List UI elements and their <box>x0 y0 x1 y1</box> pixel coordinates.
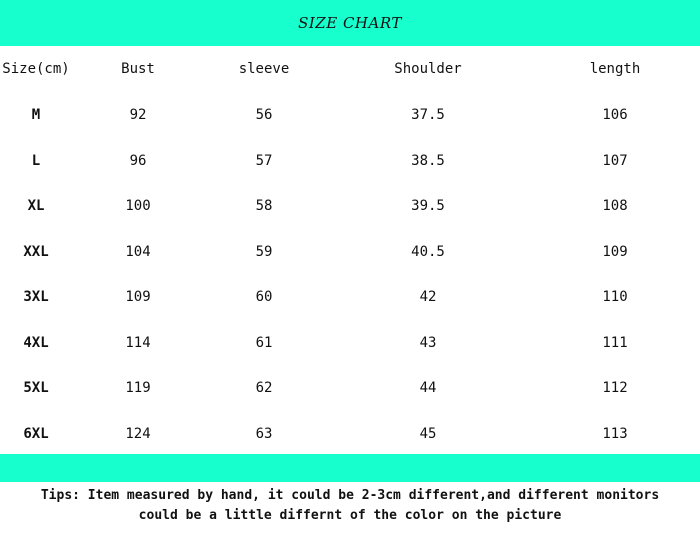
bust-cell: 124 <box>125 425 151 442</box>
length-cell: 106 <box>602 106 628 123</box>
table-row <box>0 183 700 228</box>
tips-note <box>0 486 700 526</box>
sleeve-cell: 56 <box>255 106 273 123</box>
table-row <box>0 411 700 456</box>
column-header-shoulder: Shoulder <box>394 60 462 77</box>
tips-line-1: Tips: Item measured by hand, it could be 2-3cm different,and different monitors <box>40 488 660 503</box>
table-row <box>0 320 700 365</box>
bust-cell: 92 <box>129 106 147 123</box>
table-row <box>0 138 700 183</box>
length-cell: 113 <box>602 425 628 442</box>
size-cell: 5XL <box>23 379 49 396</box>
size-cell: M <box>31 106 41 123</box>
title-banner <box>0 0 700 46</box>
sleeve-cell: 57 <box>255 152 273 169</box>
table-row <box>0 365 700 410</box>
size-cell: 3XL <box>23 288 49 305</box>
shoulder-cell: 42 <box>419 288 437 305</box>
shoulder-cell: 45 <box>419 425 437 442</box>
bust-cell: 104 <box>125 243 151 260</box>
table-header-row <box>0 46 700 91</box>
column-header-bust: Bust <box>121 60 155 77</box>
size-cell: 6XL <box>23 425 49 442</box>
length-cell: 112 <box>602 379 628 396</box>
size-cell: 4XL <box>23 334 49 351</box>
shoulder-cell: 37.5 <box>411 106 445 123</box>
column-header-length: length <box>589 60 641 77</box>
bust-cell: 114 <box>125 334 151 351</box>
sleeve-cell: 63 <box>255 425 273 442</box>
page-title: SIZE CHART <box>298 14 402 32</box>
sleeve-cell: 60 <box>255 288 273 305</box>
bust-cell: 109 <box>125 288 151 305</box>
table-row <box>0 92 700 137</box>
shoulder-cell: 39.5 <box>411 197 445 214</box>
size-chart-table <box>0 46 700 454</box>
table-row <box>0 274 700 319</box>
sleeve-cell: 61 <box>255 334 273 351</box>
length-cell: 111 <box>602 334 628 351</box>
tips-line-2: could be a little differnt of the color on the picture <box>138 508 562 523</box>
shoulder-cell: 43 <box>419 334 437 351</box>
table-row <box>0 229 700 274</box>
bust-cell: 119 <box>125 379 151 396</box>
shoulder-cell: 44 <box>419 379 437 396</box>
sleeve-cell: 58 <box>255 197 273 214</box>
length-cell: 108 <box>602 197 628 214</box>
sleeve-cell: 62 <box>255 379 273 396</box>
footer-accent-bar <box>0 454 700 482</box>
column-header-sleeve: sleeve <box>238 60 290 77</box>
sleeve-cell: 59 <box>255 243 273 260</box>
length-cell: 107 <box>602 152 628 169</box>
length-cell: 109 <box>602 243 628 260</box>
length-cell: 110 <box>602 288 628 305</box>
column-header-size: Size(cm) <box>2 60 70 77</box>
size-cell: XXL <box>23 243 49 260</box>
bust-cell: 96 <box>129 152 147 169</box>
shoulder-cell: 38.5 <box>411 152 445 169</box>
size-cell: L <box>31 152 41 169</box>
shoulder-cell: 40.5 <box>411 243 445 260</box>
bust-cell: 100 <box>125 197 151 214</box>
size-cell: XL <box>27 197 45 214</box>
